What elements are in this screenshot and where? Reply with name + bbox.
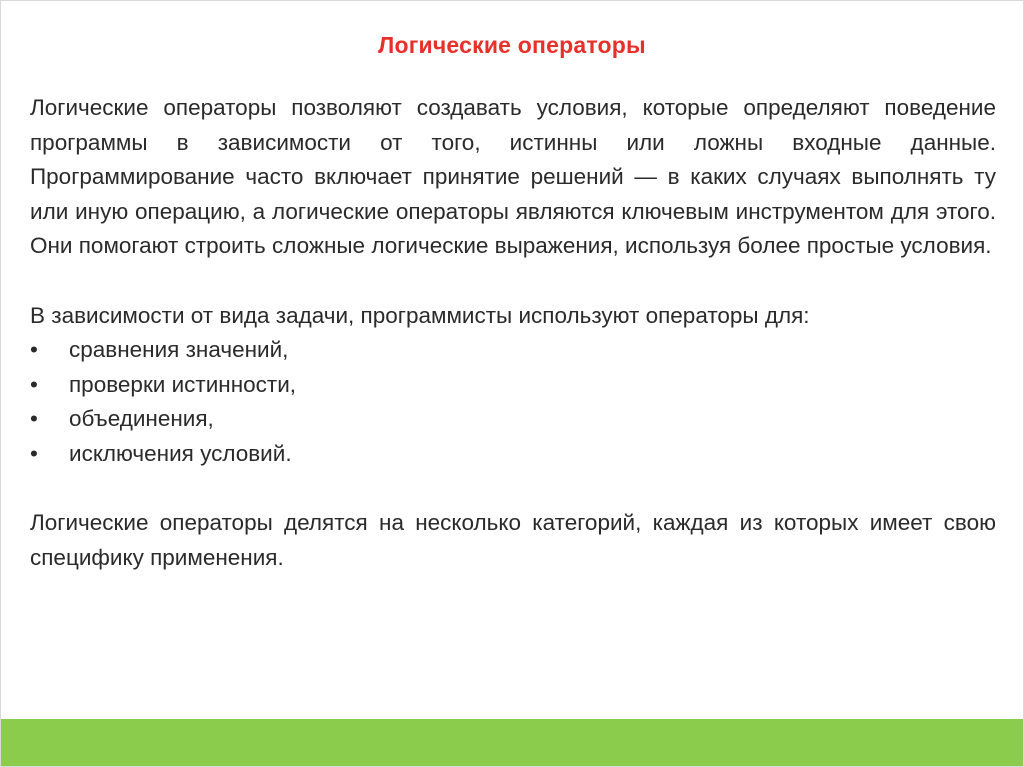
bullet-list [30,333,996,471]
list-item [30,402,996,437]
bullet-icon: • [30,337,38,363]
slide-content [30,91,996,575]
list-item [30,368,996,403]
bullet-icon: • [30,371,38,397]
list-item-text: сравнения значений, [69,337,289,363]
list-item [30,333,996,368]
list-lead: В зависимости от вида задачи, программисты используют операторы для: [30,302,810,328]
list-item-text: проверки истинности, [69,371,297,397]
slide-title: Логические операторы [378,32,646,58]
bullet-icon: • [30,406,38,432]
bullet-icon: • [30,440,38,466]
footer-bar [1,719,1023,766]
closing-paragraph: Логические операторы делятся на несколько категорий, каждая из которых имеет свою специфику применения. [30,510,996,570]
paragraph-gap [30,472,996,507]
list-item [30,437,996,472]
paragraph-gap [30,264,996,299]
list-item-text: исключения условий. [69,440,292,466]
intro-paragraph: Логические операторы позволяют создавать условия, которые определяют поведение программы в зависимости от того, истинны или ложны входные данные. Программирование часто включает принятие решений — в каких случаях выполнять ту или иную операцию, а логические операторы являются ключевым инструментом для этого. Они помогают строить сложные логические выражения, используя более простые условия. [30,95,996,259]
list-item-text: объединения, [69,406,214,432]
